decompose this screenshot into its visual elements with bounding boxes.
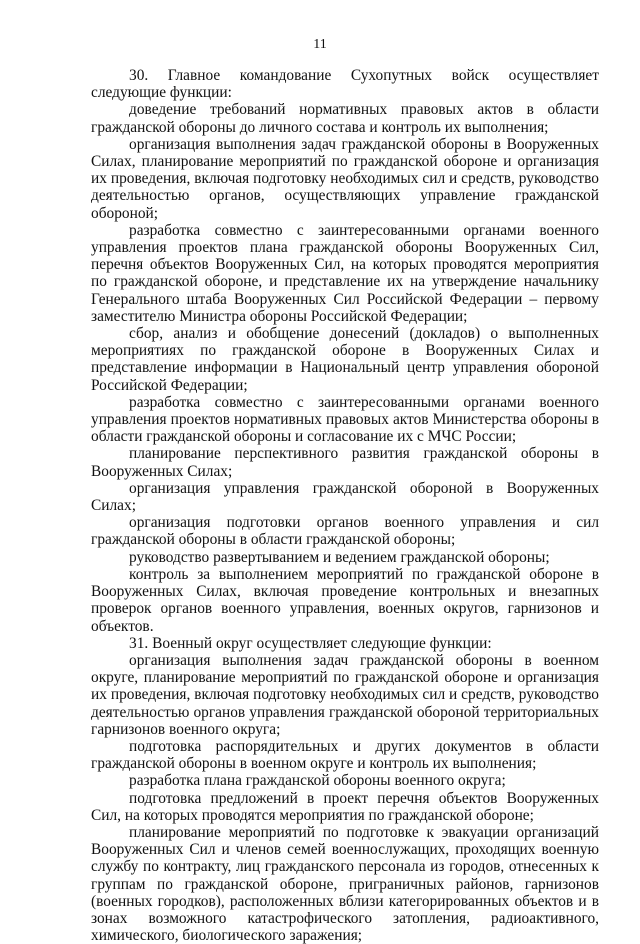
paragraph: 31. Военный округ осуществляет следующие функции: bbox=[129, 634, 492, 652]
paragraph: планирование перспективного развития гражданской обороны в Вооруженных Силах; bbox=[91, 445, 599, 480]
paragraph: разработка плана гражданской обороны военного округа; bbox=[129, 772, 506, 790]
paragraph: организация выполнения задач гражданской обороны в Вооруженных Силах, планирование мероприятий по гражданской обороне и организация их проведения, включая подготовку необходимых сил и средств, руководство деятельностью органов, осуществляющих управление гражданской обороной; bbox=[91, 135, 599, 222]
paragraph: организация выполнения задач гражданской обороны в военном округе, планирование мероприятий по гражданской обороне и организация их проведения, включая подготовку необходимых сил и средств, руководство деятельностью органов управления гражданской обороной территориальных гарнизонов военного округа; bbox=[91, 651, 599, 738]
paragraph: доведение требований нормативных правовых актов в области гражданской обороны до личного состава и контроль их выполнения; bbox=[91, 101, 599, 136]
paragraph: сбор, анализ и обобщение донесений (докладов) о выполненных мероприятиях по гражданской обороне в Вооруженных Силах и представление информации в Национальный центр управления обороной Российской Федерации; bbox=[91, 325, 599, 394]
paragraph: планирование мероприятий по подготовке к эвакуации организаций Вооруженных Сил и членов семей военнослужащих, проходящих военную службу по контракту, лиц гражданского персонала из городов, отнесенных к группам по гражданской обороне, приграничных районов, гарнизонов (военных городков), расположенных вблизи категорированных объектов и в зонах возможного катастрофического затопления, радиоактивного, химического, биологического заражения; bbox=[91, 823, 599, 944]
paragraph: руководство развертыванием и ведением гражданской обороны; bbox=[129, 548, 550, 566]
paragraph: 30. Главное командование Сухопутных войск осуществляет следующие функции: bbox=[91, 67, 599, 102]
paragraph: подготовка распорядительных и других документов в области гражданской обороны в военном округе и контроль их выполнения; bbox=[91, 737, 599, 773]
document-body bbox=[91, 67, 599, 944]
paragraph: контроль за выполнением мероприятий по гражданской обороне в Вооруженных Силах, включая проведение контрольных и внезапных проверок органов военного управления, военных округов, гарнизонов и объектов. bbox=[91, 565, 599, 635]
paragraph: организация подготовки органов военного управления и сил гражданской обороны в области гражданской обороны; bbox=[91, 514, 599, 549]
paragraph: подготовка предложений в проект перечня объектов Вооруженных Сил, на которых проводятся мероприятия по гражданской обороне; bbox=[91, 789, 599, 824]
paragraph: разработка совместно с заинтересованными органами военного управления проектов нормативных правовых актов Министерства обороны в области гражданской обороны и согласование их с МЧС России; bbox=[91, 393, 599, 446]
paragraph: разработка совместно с заинтересованными органами военного управления проектов плана гражданской обороны Вооруженных Сил, перечня объектов Вооруженных Сил, на которых проводятся мероприятия по гражданской обороне, и представление их на утверждение начальнику Генерального штаба Вооруженных Сил Российской Федерации – первому заместителю Министра обороны Российской Федерации; bbox=[91, 221, 599, 325]
page-number: 11 bbox=[313, 37, 327, 52]
paragraph: организация управления гражданской обороной в Вооруженных Силах; bbox=[91, 479, 599, 515]
